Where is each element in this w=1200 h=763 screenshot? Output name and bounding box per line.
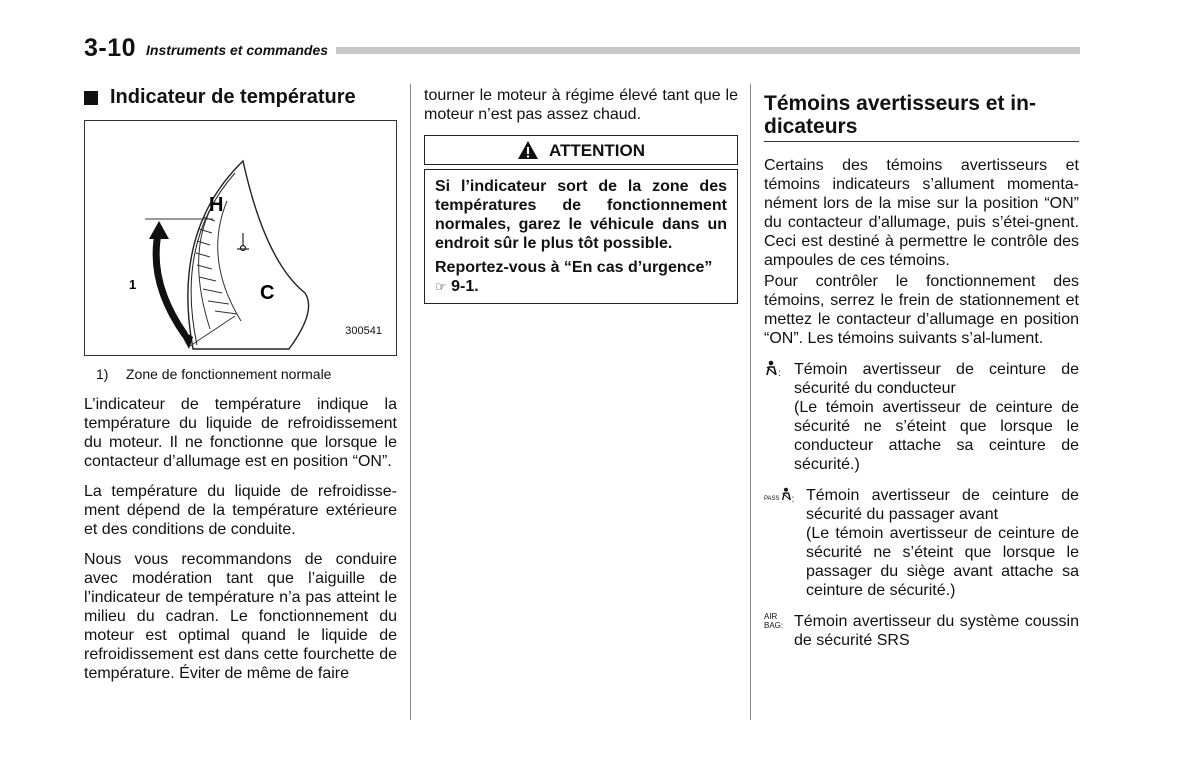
callout-number: 1 — [129, 277, 137, 292]
heading-temperature — [84, 88, 397, 107]
figure-caption — [96, 365, 397, 384]
attention-reference — [435, 258, 727, 296]
heading-warning-lights: Témoins avertisseurs et in-dicateurs — [764, 92, 1079, 142]
attention-text: Si l’indicateur sort de la zone des températures de fonctionnement normales, garez le véhicule dans un endroit sûr le plus tôt possible. — [435, 178, 727, 252]
gauge-hot-label: H — [209, 194, 224, 216]
paragraph: L’indicateur de température indique la température du liquide de refroidissement du moteur. Il ne fonctionne que lorsque le contacteur d’allumage est en position “ON”. — [84, 396, 397, 470]
arrow-head-top — [149, 221, 169, 239]
item-text: Témoin avertisseur de ceinture de sécurité du passager avant — [806, 487, 1079, 523]
square-bullet-icon — [84, 91, 98, 105]
gauge-cold-label: C — [260, 282, 275, 304]
paragraph: Certains des témoins avertisseurs et témoins indicateurs s’allument momenta-nément lors de la mise sur la position “ON” du contacteur d’allumage, puis s’étei-gnent. Ceci est destiné à permettre le contrôle des ampoules de ces témoins. — [764, 157, 1079, 269]
page-number: 3-10 — [84, 34, 137, 62]
airbag-label-top: AIR — [764, 612, 778, 621]
caption-text: Zone de fonctionnement normale — [126, 366, 332, 382]
airbag-label-bottom: BAG — [764, 621, 781, 630]
gauge-outer-bezel — [188, 161, 309, 349]
figure-code: 300541 — [345, 325, 382, 337]
paragraph: Nous vous recommandons de conduire avec modération tant que l’aiguille de l’indicateur de température n’a pas atteint le milieu du cadran. Le fonctionnement du moteur est optimal quand le liquide de refroidissement est dans cette fourchette de température. Éviter de même de faire — [84, 551, 397, 682]
list-item — [764, 360, 1079, 474]
airbag-icon: AIR BAG: — [764, 612, 784, 630]
seatbelt-passenger-icon: PASS : — [764, 486, 806, 600]
temperature-gauge-figure — [84, 120, 397, 356]
pointing-hand-icon: ☞ — [435, 279, 447, 294]
section-title: Instruments et commandes — [146, 42, 329, 58]
middle-column — [424, 86, 738, 304]
list-item — [764, 486, 1079, 600]
heading-text: Indicateur de température — [110, 86, 356, 108]
seatbelt-driver-icon: : — [764, 360, 794, 474]
warning-triangle-icon — [517, 140, 539, 160]
attention-box — [424, 135, 738, 304]
temperature-gauge-illustration — [85, 121, 396, 355]
item-text: Témoin avertisseur du système coussin de sécurité SRS — [794, 613, 1079, 649]
operating-zone-arrow — [156, 229, 185, 335]
list-item — [764, 612, 1079, 650]
coolant-temp-icon — [237, 233, 249, 251]
attention-header — [424, 135, 738, 165]
column-divider — [750, 84, 751, 720]
paragraph-continued: tourner le moteur à régime élevé tant que le moteur n’est pas assez chaud. — [424, 87, 738, 123]
item-note: (Le témoin avertisseur de ceinture de sécurité ne s’éteint que lorsque le conducteur attache sa ceinture de sécurité.) — [794, 399, 1079, 473]
item-text: Témoin avertisseur de ceinture de sécurité du conducteur — [794, 361, 1079, 397]
right-column — [764, 86, 1079, 650]
attention-ref-page: 9-1. — [451, 278, 479, 295]
zone-marker-bottom — [190, 316, 235, 346]
paragraph: Pour contrôler le fonctionnement des témoins, serrez le frein de stationnement et mettez le contacteur d’allumage en position “ON”. Les témoins suivants s’al-lument. — [764, 273, 1079, 347]
attention-body — [424, 169, 738, 304]
item-note: (Le témoin avertisseur de ceinture de sécurité ne s’éteint que lorsque le passager du siège avant attache sa ceinture de sécurité.) — [806, 525, 1079, 599]
caption-number: 1) — [96, 366, 109, 382]
attention-label: ATTENTION — [548, 140, 645, 160]
attention-ref-text: Reportez-vous à “En cas d’urgence” — [435, 259, 713, 276]
pass-label: PASS — [764, 495, 780, 502]
page-header — [84, 34, 1080, 62]
column-divider — [410, 84, 411, 720]
paragraph: La température du liquide de refroidisse-ment dépend de la température extérieure et des conditions de conduite. — [84, 483, 397, 538]
header-rule — [336, 47, 1080, 54]
left-column — [84, 86, 397, 694]
